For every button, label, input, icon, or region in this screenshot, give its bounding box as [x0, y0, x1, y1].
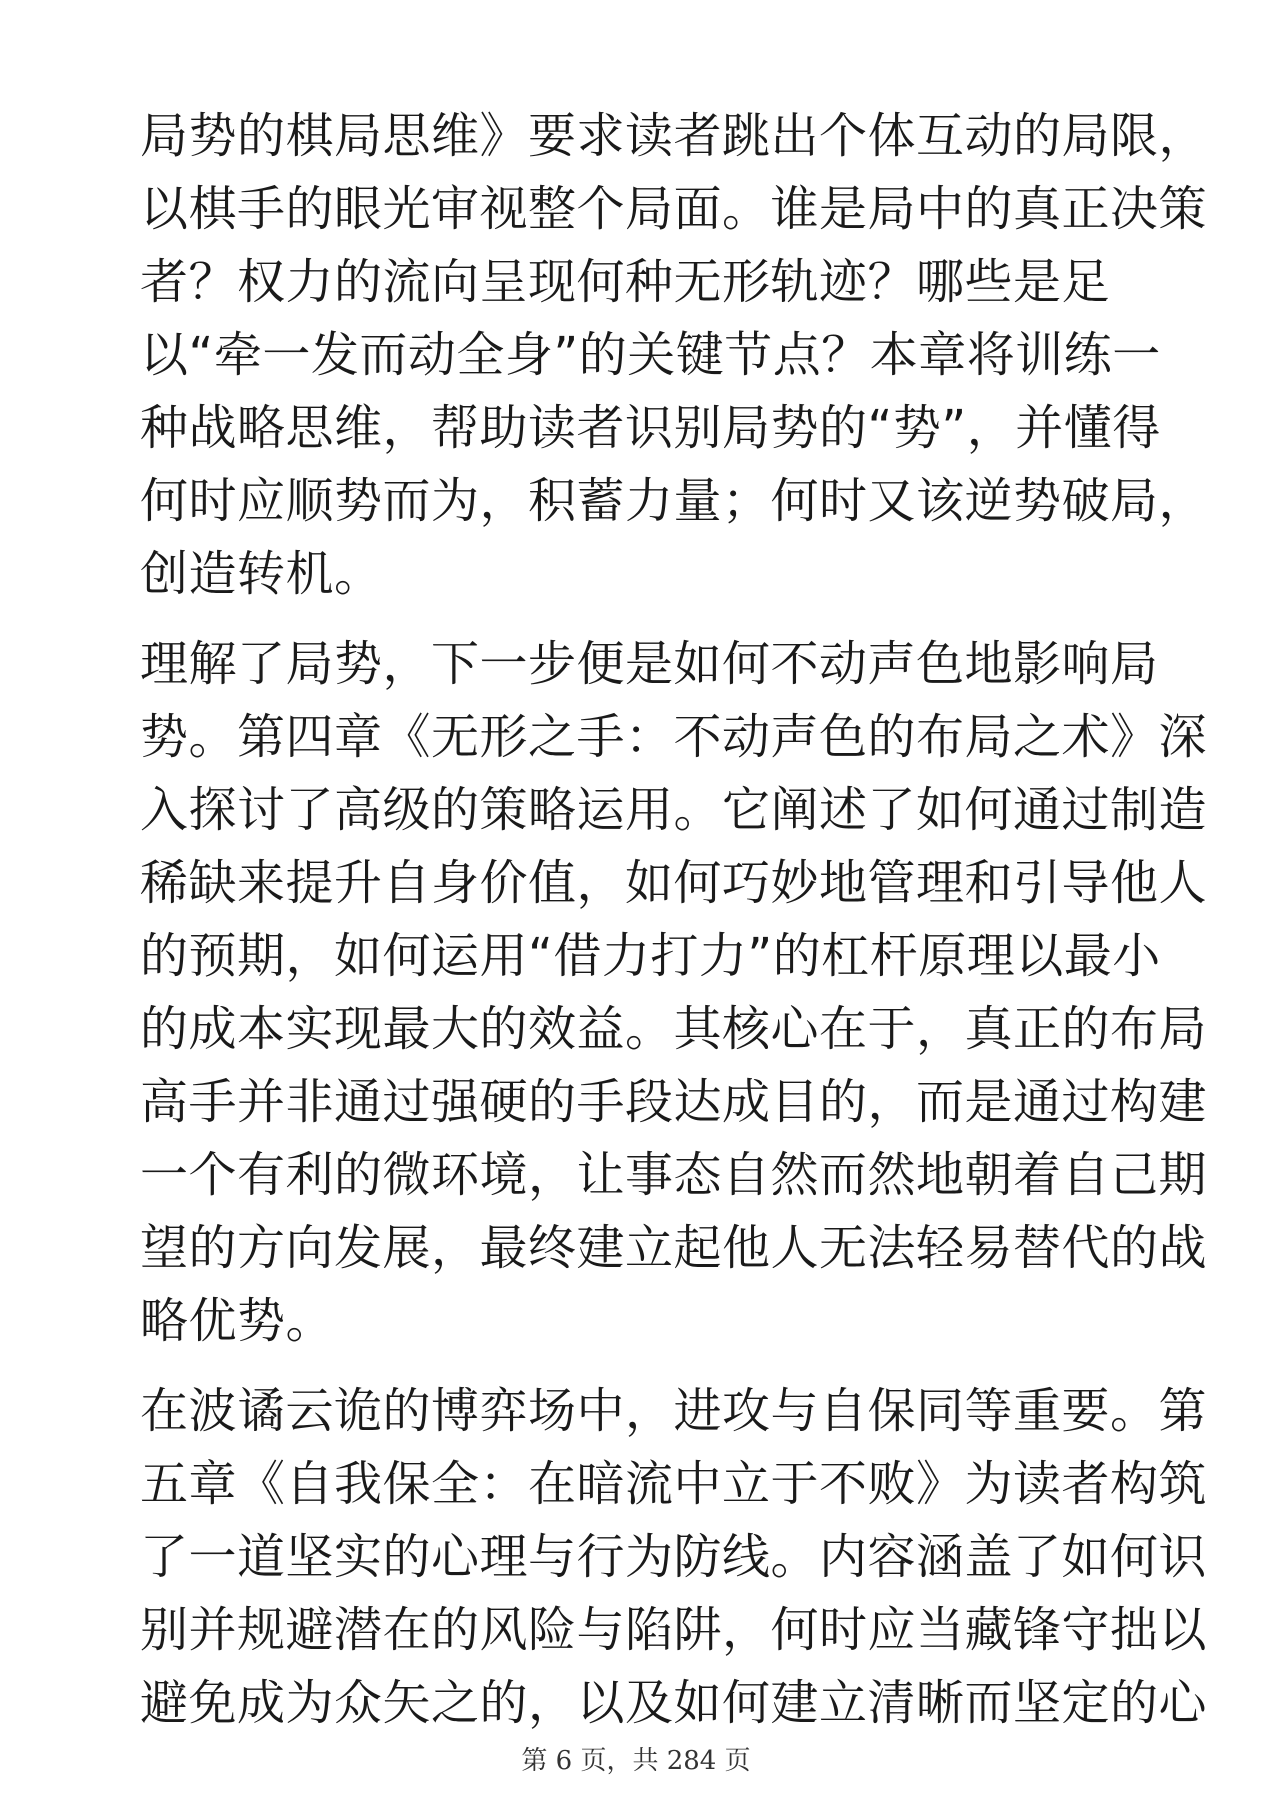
text-line: 别并规避潜在的风险与陷阱，何时应当藏锋守拙以	[140, 1602, 1208, 1658]
text-line: 以“牵一发而动全身”的关键节点？本章将训练一	[140, 327, 1161, 383]
text-line: 五章《自我保全：在暗流中立于不败》为读者构筑	[140, 1456, 1208, 1512]
text-line: 的成本实现最大的效益。其核心在于，真正的布局	[140, 1001, 1208, 1057]
paragraph-3	[140, 1375, 1208, 1740]
body-text	[140, 100, 1208, 1740]
text-line: 入探讨了高级的策略运用。它阐述了如何通过制造	[140, 782, 1208, 838]
text-line: 一个有利的微环境，让事态自然而然地朝着自己期	[140, 1147, 1208, 1203]
text-line: 者？权力的流向呈现何种无形轨迹？哪些是足	[140, 254, 1111, 310]
text-line: 以棋手的眼光审视整个局面。谁是局中的真正决策	[140, 181, 1208, 237]
text-line: 稀缺来提升自身价值，如何巧妙地管理和引导他人	[140, 855, 1208, 911]
text-line: 望的方向发展，最终建立起他人无法轻易替代的战	[140, 1220, 1208, 1276]
page-number-footer: 第 6 页，共 284 页	[521, 1746, 751, 1776]
text-line: 创造转机。	[140, 546, 383, 602]
paragraph-gap	[140, 611, 1140, 628]
text-line: 何时应顺势而为，积蓄力量；何时又该逆势破局，	[140, 473, 1208, 529]
text-line: 理解了局势，下一步便是如何不动声色地影响局	[140, 636, 1159, 692]
text-line: 势。第四章《无形之手：不动声色的布局之术》深	[140, 709, 1208, 765]
text-line: 在波谲云诡的博弈场中，进攻与自保同等重要。第	[140, 1383, 1208, 1439]
paragraph-gap	[140, 1358, 1140, 1375]
paragraph-2	[140, 628, 1208, 1358]
text-line: 种战略思维，帮助读者识别局势的“势”，并懂得	[140, 400, 1161, 456]
text-line: 局势的棋局思维》要求读者跳出个体互动的局限，	[140, 108, 1208, 164]
text-line: 略优势。	[140, 1293, 335, 1349]
text-line: 了一道坚实的心理与行为防线。内容涵盖了如何识	[140, 1529, 1208, 1585]
text-line: 的预期，如何运用“借力打力”的杠杆原理以最小	[140, 928, 1161, 984]
text-line: 高手并非通过强硬的手段达成目的，而是通过构建	[140, 1074, 1208, 1130]
paragraph-1	[140, 100, 1208, 611]
text-line: 避免成为众矢之的，以及如何建立清晰而坚定的心	[140, 1675, 1208, 1731]
